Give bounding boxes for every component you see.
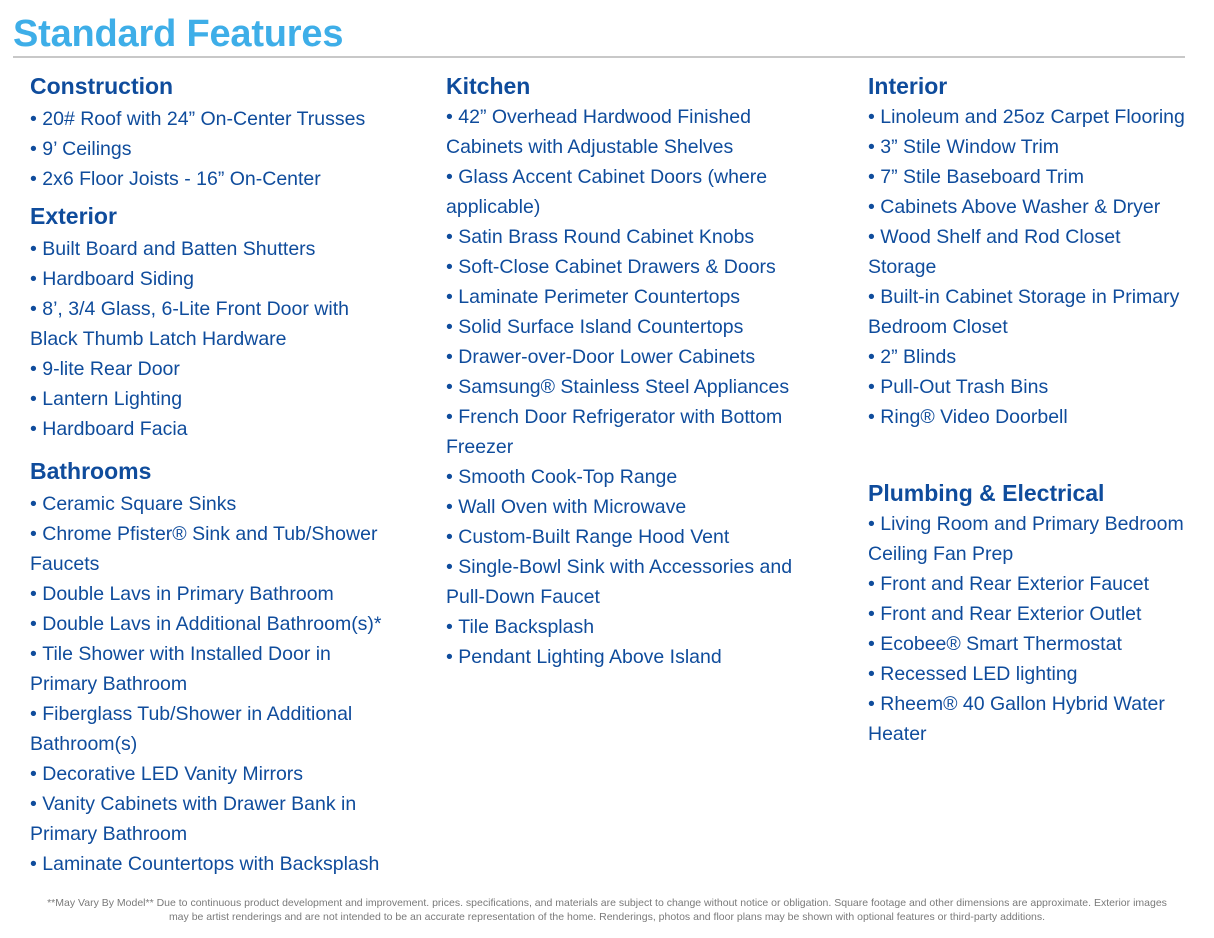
feature-item: • Chrome Pfister® Sink and Tub/Shower Faucets [30,519,400,579]
feature-item: • Linoleum and 25oz Carpet Flooring [868,102,1186,132]
feature-item: • Decorative LED Vanity Mirrors [30,759,400,789]
section-heading: Plumbing & Electrical [868,480,1105,506]
feature-item: • Double Lavs in Additional Bathroom(s)* [30,609,400,639]
feature-item: • 20# Roof with 24” On-Center Trusses [30,104,420,134]
page-title: Standard Features [13,13,344,55]
feature-item: • Ceramic Square Sinks [30,489,400,519]
feature-item: • Solid Surface Island Countertops [446,312,806,342]
feature-item: • Living Room and Primary Bedroom Ceiling Fan Prep [868,509,1186,569]
feature-item: • Built Board and Batten Shutters [30,234,400,264]
section-bathrooms [30,457,400,879]
feature-item: • Custom-Built Range Hood Vent [446,522,806,552]
section-heading: Bathrooms [30,458,152,484]
feature-item: • Smooth Cook-Top Range [446,462,806,492]
section-construction [30,72,420,194]
feature-item: • Lantern Lighting [30,384,400,414]
feature-item: • Tile Backsplash [446,612,806,642]
feature-item: • 42” Overhead Hardwood Finished Cabinets with Adjustable Shelves [446,102,806,162]
feature-item: • Pull-Out Trash Bins [868,372,1186,402]
feature-item: • 2” Blinds [868,342,1186,372]
feature-item: • Cabinets Above Washer & Dryer [868,192,1186,222]
feature-list [30,489,400,879]
feature-item: • 3” Stile Window Trim [868,132,1186,162]
feature-list [30,104,420,194]
feature-item: • Rheem® 40 Gallon Hybrid Water Heater [868,689,1186,749]
feature-item: • French Door Refrigerator with Bottom Freezer [446,402,806,462]
feature-item: • Built-in Cabinet Storage in Primary Bedroom Closet [868,282,1186,342]
feature-item: • Wall Oven with Microwave [446,492,806,522]
feature-item: • Ecobee® Smart Thermostat [868,629,1186,659]
feature-item: • Double Lavs in Primary Bathroom [30,579,400,609]
feature-item: • Glass Accent Cabinet Doors (where applicable) [446,162,806,222]
feature-item: • Fiberglass Tub/Shower in Additional Bathroom(s) [30,699,400,759]
feature-item: • Drawer-over-Door Lower Cabinets [446,342,806,372]
feature-list [30,234,400,444]
feature-item: • Laminate Countertops with Backsplash [30,849,400,879]
feature-item: • Vanity Cabinets with Drawer Bank in Primary Bathroom [30,789,400,849]
section-heading: Kitchen [446,73,531,99]
section-plumbing-electrical [868,479,1186,749]
feature-item: • 8’, 3/4 Glass, 6-Lite Front Door with Black Thumb Latch Hardware [30,294,400,354]
section-heading: Exterior [30,203,117,229]
feature-item: • Satin Brass Round Cabinet Knobs [446,222,806,252]
section-exterior [30,202,400,444]
title-divider [13,56,1185,58]
feature-item: • Hardboard Siding [30,264,400,294]
footer-disclaimer: **May Vary By Model** Due to continuous product development and improvement. prices. specifications, and materials are subject to change without notice or obligation. Square footage and other dimensions are approximate. Exterior images may be artist renderings and are not intended to be an accurate representation of the home. Renderings, photos and floor plans may be shown with optional features or third-party additions. [47,897,1167,923]
section-kitchen [446,72,806,672]
feature-item: • Front and Rear Exterior Outlet [868,599,1186,629]
feature-item: • 9-lite Rear Door [30,354,400,384]
feature-item: • Tile Shower with Installed Door in Primary Bathroom [30,639,400,699]
feature-item: • Laminate Perimeter Countertops [446,282,806,312]
feature-item: • Single-Bowl Sink with Accessories and Pull-Down Faucet [446,552,806,612]
feature-item: • Hardboard Facia [30,414,400,444]
feature-list [446,102,806,672]
feature-item: • Pendant Lighting Above Island [446,642,806,672]
feature-item: • Recessed LED lighting [868,659,1186,689]
feature-item: • 9’ Ceilings [30,134,420,164]
feature-item: • Ring® Video Doorbell [868,402,1186,432]
feature-item: • 2x6 Floor Joists - 16” On-Center [30,164,420,194]
feature-list [868,102,1186,432]
feature-item: • Samsung® Stainless Steel Appliances [446,372,806,402]
section-heading: Interior [868,73,948,99]
section-interior [868,72,1186,432]
feature-list [868,509,1186,749]
feature-item: • Soft-Close Cabinet Drawers & Doors [446,252,806,282]
section-heading: Construction [30,73,174,99]
feature-item: • Front and Rear Exterior Faucet [868,569,1186,599]
feature-item: • 7” Stile Baseboard Trim [868,162,1186,192]
feature-item: • Wood Shelf and Rod Closet Storage [868,222,1186,282]
